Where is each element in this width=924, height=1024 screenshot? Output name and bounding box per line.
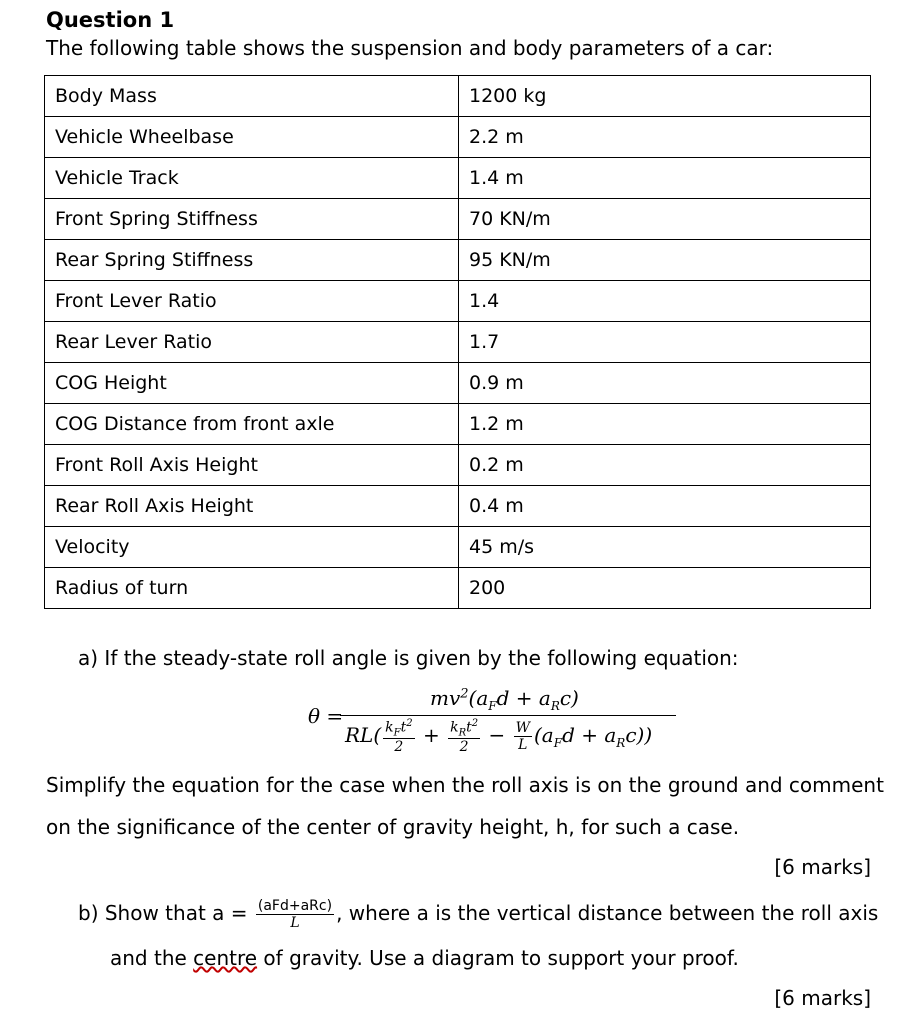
parameter-label: Vehicle Wheelbase [45,117,459,158]
parameter-label: Front Lever Ratio [45,281,459,322]
parameter-label: Rear Lever Ratio [45,322,459,363]
parameter-label: COG Distance from front axle [45,404,459,445]
part-b-marks: [6 marks] [774,986,871,1010]
parameter-value: 1.4 m [459,158,871,199]
parameter-value: 70 KN/m [459,199,871,240]
table-row [45,363,871,404]
part-a-line-2: on the significance of the center of gravity height, h, for such a case. [46,815,740,839]
part-a-line-1: Simplify the equation for the case when the roll axis is on the ground and comment [46,773,884,797]
table-row [45,445,871,486]
table-row [45,568,871,609]
parameter-value: 200 [459,568,871,609]
table-row [45,240,871,281]
table-row [45,117,871,158]
parameter-value: 0.4 m [459,486,871,527]
table-row [45,404,871,445]
question-intro: The following table shows the suspension and body parameters of a car: [46,36,774,60]
equation-numerator: $mv^2(a_Fd + a_Rc)$ [430,686,579,713]
parameter-value: 45 m/s [459,527,871,568]
part-b-fraction-denominator: L [290,915,300,931]
table-row [45,76,871,117]
part-b-line2-pre: and the [110,946,194,970]
part-b-suffix: , where a is the vertical distance between the roll axis [336,901,879,925]
table-row [45,158,871,199]
parameter-label: Rear Roll Axis Height [45,486,459,527]
part-b-fraction [256,898,334,931]
parameters-table [44,75,871,609]
part-b-line2-post: of gravity. Use a diagram to support your proof. [257,946,739,970]
roll-angle-equation [300,686,720,766]
part-b-prompt [78,898,878,931]
part-b-line-2 [110,946,739,970]
parameter-label: Vehicle Track [45,158,459,199]
parameter-value: 1200 kg [459,76,871,117]
table-row [45,199,871,240]
table-row [45,322,871,363]
equation-fraction-bar [340,715,676,716]
equation-denominator: RL( $\frac{k_Ft^2}{2}$ + $\frac{k_Rt^2}{2}$ − $\frac{W}{L}$ $(a_Fd + a_Rc)$) [345,718,653,756]
table-row [45,527,871,568]
part-b-prefix: b) Show that a = [78,901,248,925]
parameter-value: 1.7 [459,322,871,363]
parameter-value: 1.2 m [459,404,871,445]
table-row [45,486,871,527]
parameter-label: Front Spring Stiffness [45,199,459,240]
parameter-value: 0.2 m [459,445,871,486]
parameter-value: 2.2 m [459,117,871,158]
parameter-label: Velocity [45,527,459,568]
spellcheck-word: centre [193,946,258,970]
table-row [45,281,871,322]
part-b-fraction-numerator: (aFd+aRc) [257,898,333,914]
parameter-label: Rear Spring Stiffness [45,240,459,281]
part-a-marks: [6 marks] [774,855,871,879]
parameter-value: 1.4 [459,281,871,322]
equation-lhs: θ = [308,704,344,728]
parameter-label: COG Height [45,363,459,404]
question-heading: Question 1 [46,8,175,32]
parameter-label: Radius of turn [45,568,459,609]
parameter-label: Front Roll Axis Height [45,445,459,486]
parameter-value: 95 KN/m [459,240,871,281]
parameter-value: 0.9 m [459,363,871,404]
parameter-label: Body Mass [45,76,459,117]
part-a-prompt: a) If the steady-state roll angle is given by the following equation: [78,646,739,670]
